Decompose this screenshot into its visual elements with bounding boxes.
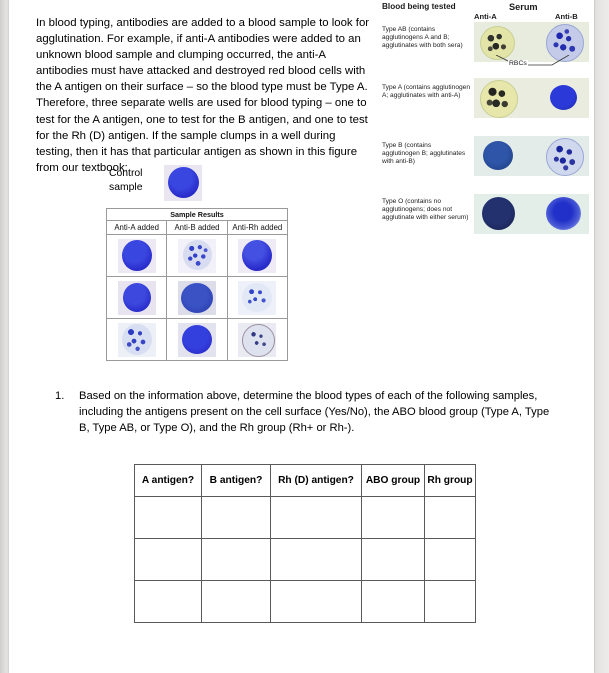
answer-cell-abo-group[interactable] xyxy=(362,539,425,581)
sample-well-cell xyxy=(167,277,227,319)
figure-rbcs-label: RBCs xyxy=(509,60,527,67)
answer-cell-rh-antigen[interactable] xyxy=(271,539,362,581)
answer-table-header-row xyxy=(135,465,476,497)
figure-well-b-anti-a xyxy=(483,141,513,170)
well-box xyxy=(118,281,156,315)
answer-table-row xyxy=(135,581,476,623)
figure-well-a-anti-b xyxy=(550,85,577,110)
sample-well-cell xyxy=(227,235,287,277)
well-box xyxy=(118,323,156,357)
intro-paragraph: In blood typing, antibodies are added to a blood sample to look for agglutination. For example, if anti-A antibodies were added to an unknown blood sample and clumping occurred, the anti-A antibodies must have attacked and destroyed red blood cells with the A antigen on their surface – so the blood type must be Type A. Therefore, three separate wells are used for blood typing – one to test for the A antigen, one to test for the B antigen, and one to test for the Rh (D) antigen. If the sample clumps in a well during testing, then it has that particular antigen as shown in this figure from our textbook: xyxy=(36,17,370,174)
figure-row-label-ab: Type AB (contains agglutinogens A and B; agglutinates with both sera) xyxy=(382,26,463,50)
sample-results-table xyxy=(106,208,288,361)
sample-well-clumped xyxy=(242,283,272,312)
answer-header-rh-antigen: Rh (D) antigen? xyxy=(271,465,362,497)
sample-well-smooth xyxy=(122,240,152,271)
well-box xyxy=(178,281,216,315)
blood-typing-figure xyxy=(374,0,589,245)
answer-cell-rh-antigen[interactable] xyxy=(271,581,362,623)
page-gutter-right xyxy=(594,0,609,673)
sample-results-row xyxy=(107,235,288,277)
figure-well-o-anti-b xyxy=(546,197,581,230)
sample-results-col-anti-rh: Anti-Rh added xyxy=(227,221,287,235)
answer-table xyxy=(134,464,476,623)
answer-cell-b-antigen[interactable] xyxy=(202,497,271,539)
sample-well-smooth xyxy=(181,283,213,313)
sample-results-col-anti-b: Anti-B added xyxy=(167,221,227,235)
well-box xyxy=(118,239,156,273)
answer-cell-rh-group[interactable] xyxy=(425,497,476,539)
figure-row-label-o: Type O (contains no agglutinogens; does not agglutinate with either serum) xyxy=(382,198,469,222)
sample-well-smooth xyxy=(242,240,272,271)
question-text: Based on the information above, determine the blood types of each of the following samples, including the antigens present on the cell surface (Yes/No), the ABO blood group (Type A, Type B, Type AB, or Type O), and the Rh group (Rh+ or Rh-). xyxy=(79,390,550,434)
control-sample-well-box xyxy=(164,165,202,201)
sample-well-cell xyxy=(107,235,167,277)
answer-cell-a-antigen[interactable] xyxy=(135,581,202,623)
well-box xyxy=(238,281,276,315)
well-box xyxy=(238,323,276,357)
page-gutter-left xyxy=(0,0,9,673)
rbcs-leader-lines-icon xyxy=(474,55,589,73)
sample-well-cell xyxy=(167,235,227,277)
sample-results-header-row xyxy=(107,221,288,235)
answer-cell-rh-group[interactable] xyxy=(425,539,476,581)
figure-column-anti-a-label: Anti-A xyxy=(474,12,497,21)
figure-serum-label: Serum xyxy=(509,2,538,12)
answer-cell-abo-group[interactable] xyxy=(362,497,425,539)
answer-cell-a-antigen[interactable] xyxy=(135,539,202,581)
answer-table-row xyxy=(135,539,476,581)
sample-results-row xyxy=(107,319,288,361)
sample-well-smooth xyxy=(182,325,212,354)
answer-cell-b-antigen[interactable] xyxy=(202,581,271,623)
figure-panel-b xyxy=(474,136,589,176)
figure-well-a-anti-a xyxy=(480,80,518,118)
sample-results-row xyxy=(107,277,288,319)
figure-panel-o xyxy=(474,194,589,234)
control-sample-label: Control sample xyxy=(109,168,143,193)
answer-header-a-antigen: A antigen? xyxy=(135,465,202,497)
answer-table-row xyxy=(135,497,476,539)
sample-well-cell xyxy=(227,277,287,319)
sample-well-cell xyxy=(227,319,287,361)
question-block xyxy=(55,388,555,436)
answer-header-rh-group: Rh group xyxy=(425,465,476,497)
question-number: 1. xyxy=(55,390,65,402)
sample-well-cell xyxy=(107,277,167,319)
sample-well-cell xyxy=(167,319,227,361)
figure-well-o-anti-a xyxy=(482,197,515,230)
control-sample-well xyxy=(168,167,199,198)
figure-row-label-a: Type A (contains agglutinogen A; agglutinates with anti-A) xyxy=(382,84,470,100)
figure-row-label-b: Type B (contains agglutinogen B; agglutinates with anti-B) xyxy=(382,142,466,166)
sample-well-cell xyxy=(107,319,167,361)
figure-column-anti-b-label: Anti-B xyxy=(555,12,578,21)
answer-cell-rh-group[interactable] xyxy=(425,581,476,623)
well-box xyxy=(178,239,216,273)
document-page xyxy=(9,0,594,673)
answer-header-abo-group: ABO group xyxy=(362,465,425,497)
answer-cell-rh-antigen[interactable] xyxy=(271,497,362,539)
figure-well-b-anti-b xyxy=(546,138,584,176)
sample-well-clumped xyxy=(183,240,212,270)
sample-well-clumped xyxy=(122,324,152,355)
sample-well-smooth xyxy=(123,283,151,312)
sample-results-col-anti-a: Anti-A added xyxy=(107,221,167,235)
answer-cell-b-antigen[interactable] xyxy=(202,539,271,581)
answer-cell-a-antigen[interactable] xyxy=(135,497,202,539)
sample-results-title-row xyxy=(107,209,288,221)
figure-panel-a xyxy=(474,78,589,118)
sample-well-clumped xyxy=(242,324,275,357)
sample-results-title: Sample Results xyxy=(107,209,288,221)
answer-header-b-antigen: B antigen? xyxy=(202,465,271,497)
well-box xyxy=(238,239,276,273)
figure-header-label: Blood being tested xyxy=(382,2,456,11)
figure-rbcs-callout xyxy=(474,55,589,73)
control-sample-group xyxy=(109,165,239,203)
answer-cell-abo-group[interactable] xyxy=(362,581,425,623)
well-box xyxy=(178,323,216,357)
